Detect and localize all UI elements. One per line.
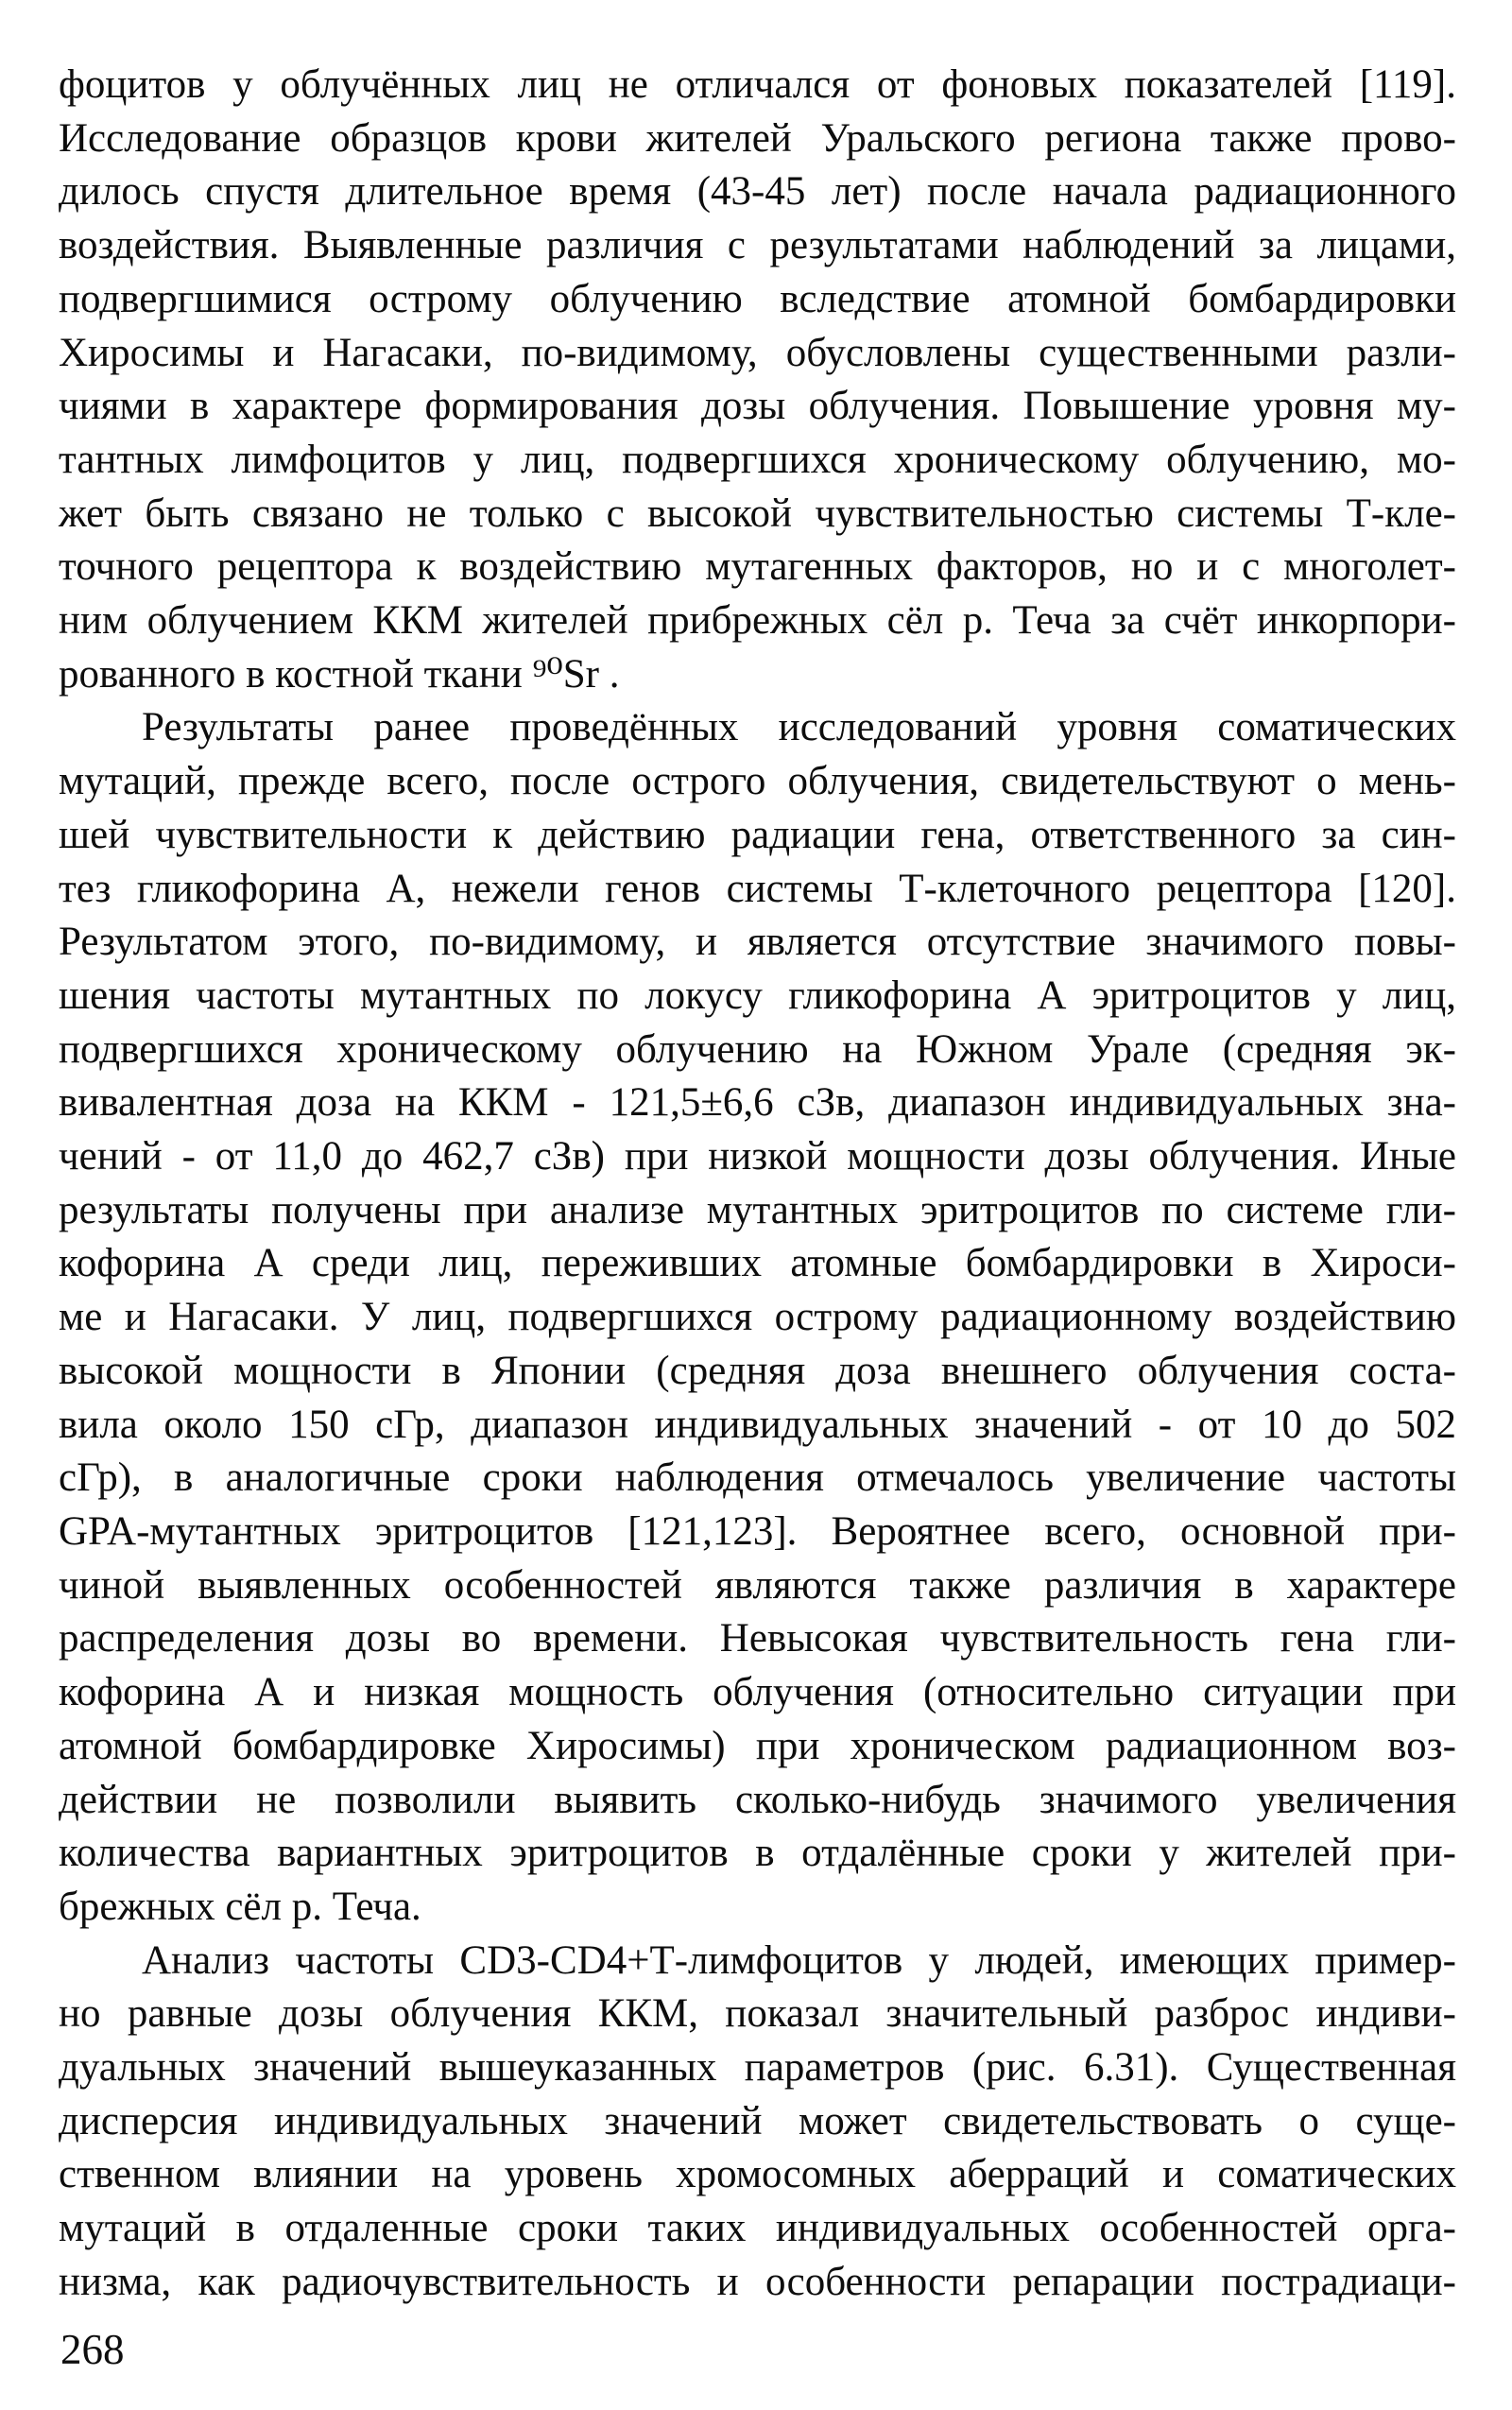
text-block — [59, 59, 1456, 2310]
text-line: но равные дозы облучения ККМ, показал значительный разброс индиви- — [59, 1991, 1456, 2037]
text-line: точного рецептора к воздействию мутагенных факторов, но и с многолет- — [59, 544, 1456, 590]
text-line: чений - от 11,0 до 462,7 сЗв) при низкой мощности дозы облучения. Иные — [59, 1134, 1456, 1179]
text-line: дисперсия индивидуальных значений может свидетельствовать о суще- — [59, 2098, 1456, 2143]
text-line: мутаций в отдаленные сроки таких индивидуальных особенностей орга- — [59, 2206, 1456, 2251]
text-line: подвергшихся хроническому облучению на Южном Урале (средняя эк- — [59, 1026, 1456, 1072]
text-line: Хиросимы и Нагасаки, по-видимому, обусловлены существенными разли- — [59, 330, 1456, 375]
text-line: количества вариантных эритроцитов в отдалённые сроки у жителей при- — [59, 1831, 1456, 1876]
text-line: вивалентная доза на ККМ - 121,5±6,6 сЗв, диапазон индивидуальных зна- — [59, 1080, 1456, 1126]
text-line: результаты получены при анализе мутантных эритроцитов по системе гли- — [59, 1187, 1456, 1232]
text-line: атомной бомбардировке Хиросимы) при хроническом радиационном воз- — [59, 1723, 1456, 1768]
text-line: высокой мощности в Японии (средняя доза внешнего облучения соста- — [59, 1348, 1456, 1393]
text-line: вила около 150 сГр, диапазон индивидуальных значений - от 10 до 502 — [59, 1402, 1456, 1447]
page-number: 268 — [60, 2326, 125, 2373]
text-line: распределения дозы во времени. Невысокая чувствительность гена гли- — [59, 1616, 1456, 1661]
text-line: чиями в характере формирования дозы облучения. Повышение уровня му- — [59, 384, 1456, 429]
text-line: кофорина А и низкая мощность облучения (относительно ситуации при — [59, 1670, 1456, 1715]
text-line: низма, как радиочувствительность и особенности репарации пострадиаци- — [59, 2259, 1456, 2304]
text-line: дуальных значений вышеуказанных параметров (рис. 6.31). Существенная — [59, 2045, 1456, 2091]
text-line: сГр), в аналогичные сроки наблюдения отмечалось увеличение частоты — [59, 1455, 1456, 1501]
text-line: Анализ частоты CD3-CD4+Т-лимфоцитов у людей, имеющих пример- — [142, 1937, 1456, 1983]
text-line: шения частоты мутантных по локусу гликофорина А эритроцитов у лиц, — [59, 973, 1456, 1018]
text-line: шей чувствительности к действию радиации гена, ответственного за син- — [59, 812, 1456, 857]
text-line: жет быть связано не только с высокой чувствительностью системы Т-кле- — [59, 491, 1456, 536]
text-line: Исследование образцов крови жителей Уральского региона также прово- — [59, 115, 1456, 161]
text-line: Результатом этого, по-видимому, и является отсутствие значимого повы- — [59, 920, 1456, 965]
text-line: мутаций, прежде всего, после острого облучения, свидетельствуют о мень- — [59, 759, 1456, 804]
text-line: кофорина А среди лиц, переживших атомные бомбардировки в Хироси- — [59, 1241, 1456, 1286]
text-line: тез гликофорина А, нежели генов системы Т-клеточного рецептора [120]. — [59, 866, 1456, 911]
text-line: ственном влиянии на уровень хромосомных аберраций и соматических — [59, 2152, 1456, 2197]
text-line: брежных сёл р. Теча. — [59, 1884, 421, 1929]
text-line: подвергшимися острому облучению вследствие атомной бомбардировки — [59, 276, 1456, 321]
text-line: Результаты ранее проведённых исследований уровня соматических — [142, 705, 1456, 750]
text-line: ме и Нагасаки. У лиц, подвергшихся острому радиационному воздействию — [59, 1295, 1456, 1340]
text-line: действии не позволили выявить сколько-нибудь значимого увеличения — [59, 1777, 1456, 1822]
text-line: рованного в костной ткани ⁹⁰Sr . — [59, 651, 620, 697]
text-line: ним облучением ККМ жителей прибрежных сёл р. Теча за счёт инкорпори- — [59, 598, 1456, 644]
text-line: GPA-мутантных эритроцитов [121,123]. Вероятнее всего, основной при- — [59, 1508, 1456, 1554]
text-line: фоцитов у облучённых лиц не отличался от фоновых показателей [119]. — [59, 62, 1456, 107]
text-line: воздействия. Выявленные различия с результатами наблюдений за лицами, — [59, 223, 1456, 268]
text-line: тантных лимфоцитов у лиц, подвергшихся хроническому облучению, мо- — [59, 437, 1456, 482]
text-line: дилось спустя длительное время (43-45 лет) после начала радиационного — [59, 169, 1456, 215]
text-line: чиной выявленных особенностей являются также различия в характере — [59, 1562, 1456, 1608]
